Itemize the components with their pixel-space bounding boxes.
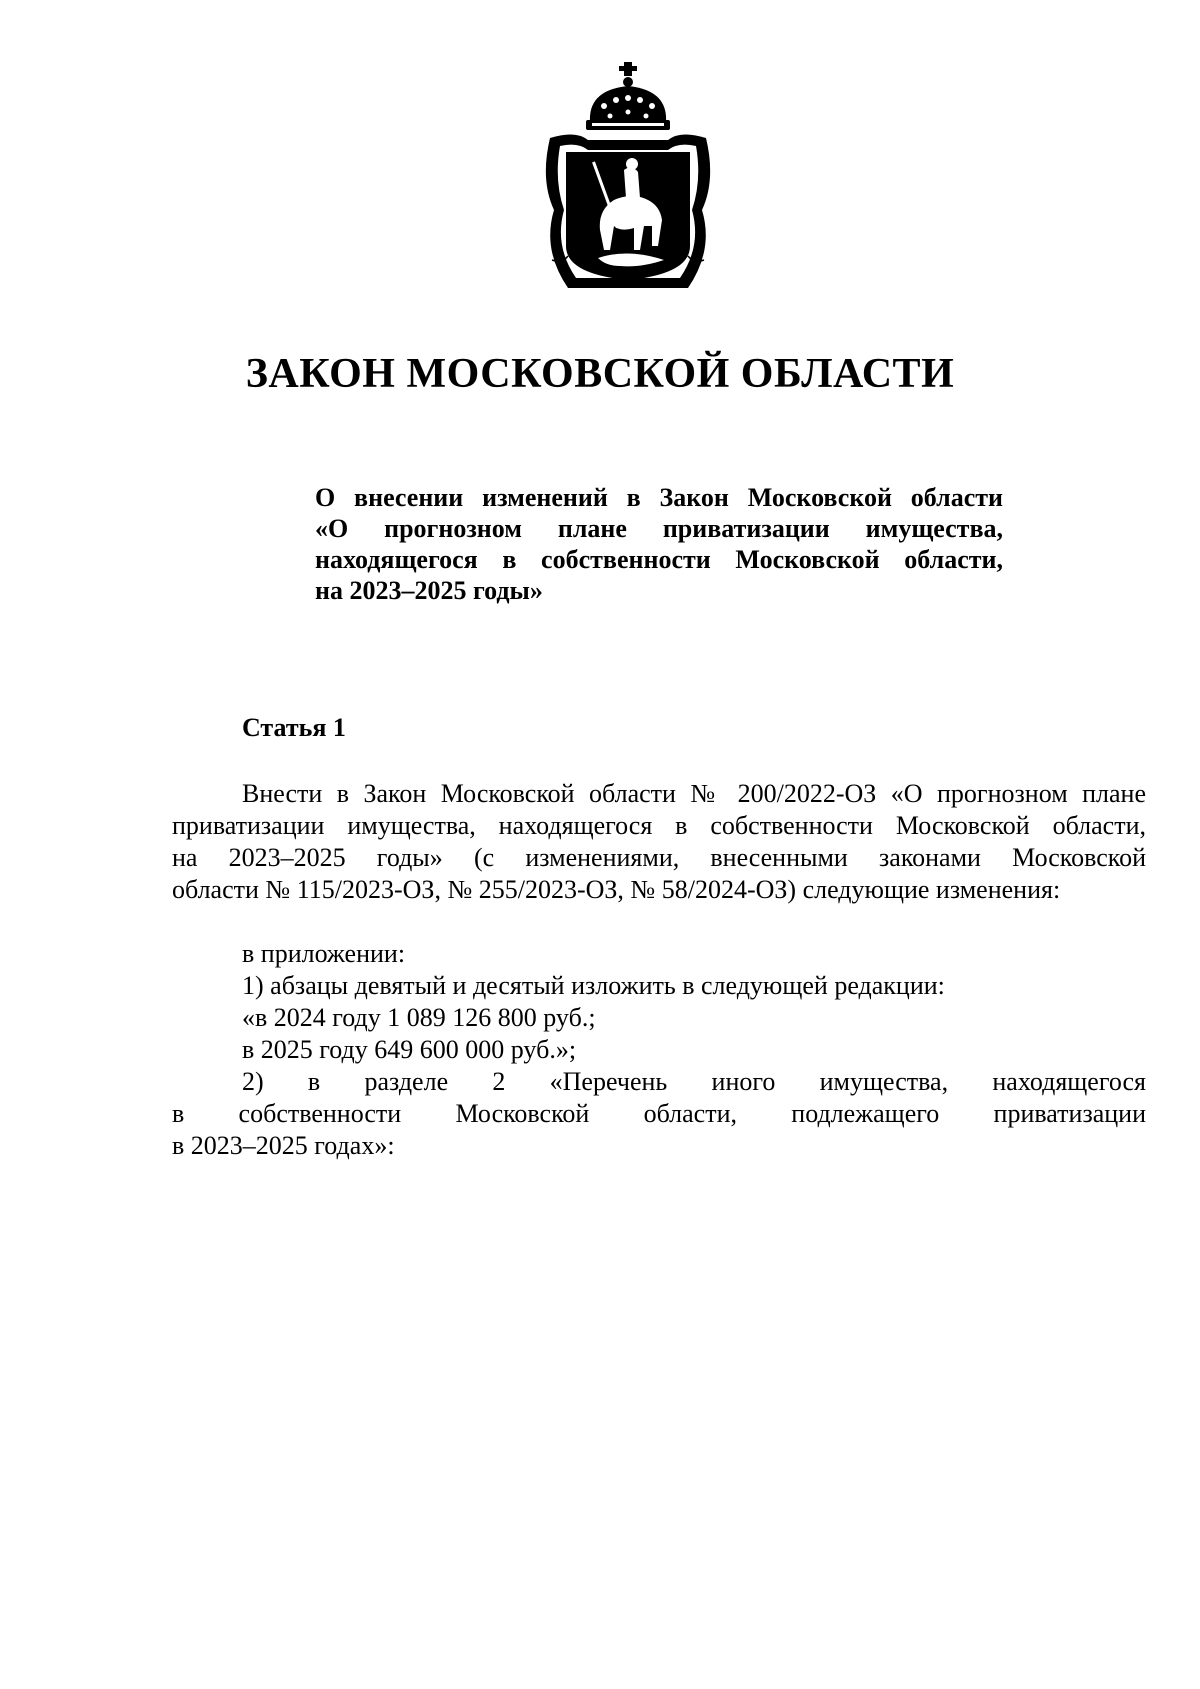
paragraph-line: области № 115/2023-ОЗ, № 255/2023-ОЗ, № 58/2024-ОЗ) следующие изменения: <box>172 875 1061 904</box>
item2-line: в собственности Московской области, подлежащего приватизации <box>172 1099 1146 1128</box>
list-intro: в приложении: <box>242 939 406 968</box>
article-heading: Статья 1 <box>242 713 346 742</box>
law-title: ЗАКОН МОСКОВСКОЙ ОБЛАСТИ <box>245 351 955 397</box>
subject-line: находящегося в собственности Московской области, <box>315 545 1003 574</box>
paragraph-line: на 2023–2025 годы» (с изменениями, внесенными законами Московской <box>172 843 1146 872</box>
subject-line: «О прогнозном плане приватизации имущества, <box>315 514 1003 543</box>
quote-line: «в 2024 году 1 089 126 800 руб.; <box>242 1003 596 1032</box>
amendment-item-1: 1) абзацы девятый и десятый изложить в следующей редакции: <box>242 971 945 1000</box>
quote-line: в 2025 году 649 600 000 руб.»; <box>242 1035 577 1064</box>
amendment-item-2 <box>172 1066 1146 1162</box>
amendments-list <box>172 938 1146 1162</box>
item2-line: в 2023–2025 годах»: <box>172 1131 395 1160</box>
item2-line: 2) в разделе 2 «Перечень иного имущества, находящегося <box>242 1067 1146 1096</box>
paragraph-line: приватизации имущества, находящегося в собственности Московской области, <box>172 811 1146 840</box>
subject-line: на 2023–2025 годы» <box>315 576 543 605</box>
article-paragraph <box>172 778 1146 906</box>
paragraph-line: Внести в Закон Московской области № 200/2022-ОЗ «О прогнозном плане <box>242 779 1146 808</box>
law-subject <box>315 482 1003 606</box>
coat-of-arms-icon <box>540 60 716 298</box>
subject-line: О внесении изменений в Закон Московской области <box>315 483 1003 512</box>
